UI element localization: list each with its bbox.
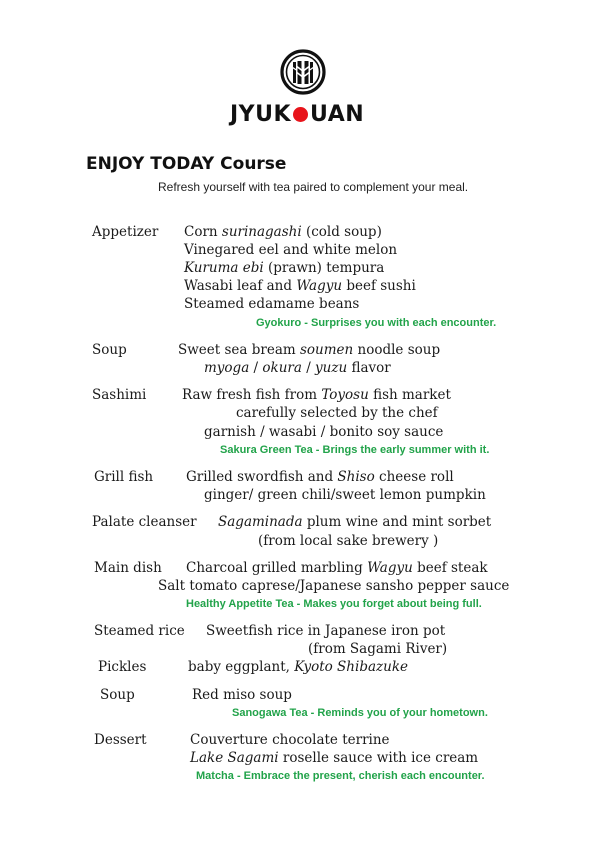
- palate-line-1: Sagaminada plum wine and mint sorbet: [218, 514, 492, 530]
- family-crest-icon: [280, 49, 326, 95]
- soup2-tea: Sanogawa Tea - Reminds you of your hometown.: [232, 707, 488, 719]
- appetizer-line-2: Vinegared eel and white melon: [184, 242, 398, 258]
- appetizer-line-3: Kuruma ebi (prawn) tempura: [184, 260, 385, 276]
- red-dot-icon: [293, 107, 308, 122]
- course-subtitle: Refresh yourself with tea paired to complement your meal.: [158, 180, 469, 194]
- dessert-line-2: Lake Sagami roselle sauce with ice cream: [190, 750, 479, 766]
- appetizer-line-4: Wasabi leaf and Wagyu beef sushi: [184, 278, 416, 294]
- soup-line-1: Sweet sea bream soumen noodle soup: [178, 342, 441, 358]
- sashimi-line-1: Raw fresh fish from Toyosu fish market: [182, 387, 451, 403]
- grill-line-1: Grilled swordfish and Shiso cheese roll: [186, 469, 454, 485]
- appetizer-line-1: Corn surinagashi (cold soup): [184, 224, 382, 240]
- sashimi-line-2: carefully selected by the chef: [236, 405, 438, 421]
- soup2-label: Soup: [100, 687, 135, 703]
- appetizer-label: Appetizer: [92, 224, 159, 240]
- appetizer-tea: Gyokuro - Surprises you with each encounter.: [256, 317, 497, 329]
- pickles-label: Pickles: [98, 659, 147, 675]
- brand-logo: [230, 102, 364, 127]
- sashimi-tea: Sakura Green Tea - Brings the early summer with it.: [220, 444, 490, 456]
- palate-line-2: (from local sake brewery ): [258, 533, 439, 549]
- soup-label: Soup: [92, 342, 127, 358]
- soup2-line-1: Red miso soup: [192, 687, 292, 703]
- rice-line-2: (from Sagami River): [308, 641, 448, 657]
- sashimi-line-3: garnish / wasabi / bonito soy sauce: [204, 424, 444, 440]
- dessert-line-1: Couverture chocolate terrine: [190, 732, 390, 748]
- main-tea: Healthy Appetite Tea - Makes you forget about being full.: [186, 598, 482, 610]
- main-line-2: Salt tomato caprese/Japanese sansho pepper sauce: [158, 578, 510, 594]
- grill-label: Grill fish: [94, 469, 154, 485]
- rice-line-1: Sweetfish rice in Japanese iron pot: [206, 623, 446, 639]
- palate-label: Palate cleanser: [92, 514, 197, 530]
- brand-logo-right: UAN: [310, 102, 365, 127]
- course-title: ENJOY TODAY Course: [86, 154, 287, 174]
- pickles-line-1: baby eggplant, Kyoto Shibazuke: [188, 659, 408, 675]
- dessert-tea: Matcha - Embrace the present, cherish each encounter.: [196, 770, 485, 782]
- main-line-1: Charcoal grilled marbling Wagyu beef steak: [186, 560, 488, 576]
- rice-label: Steamed rice: [94, 623, 185, 639]
- grill-line-2: ginger/ green chili/sweet lemon pumpkin: [204, 487, 486, 503]
- soup-line-2: myoga / okura / yuzu flavor: [204, 360, 391, 376]
- brand-logo-left: JYUK: [230, 102, 292, 127]
- main-label: Main dish: [94, 560, 162, 576]
- appetizer-line-5: Steamed edamame beans: [184, 296, 360, 312]
- dessert-label: Dessert: [94, 732, 147, 748]
- sashimi-label: Sashimi: [92, 387, 147, 403]
